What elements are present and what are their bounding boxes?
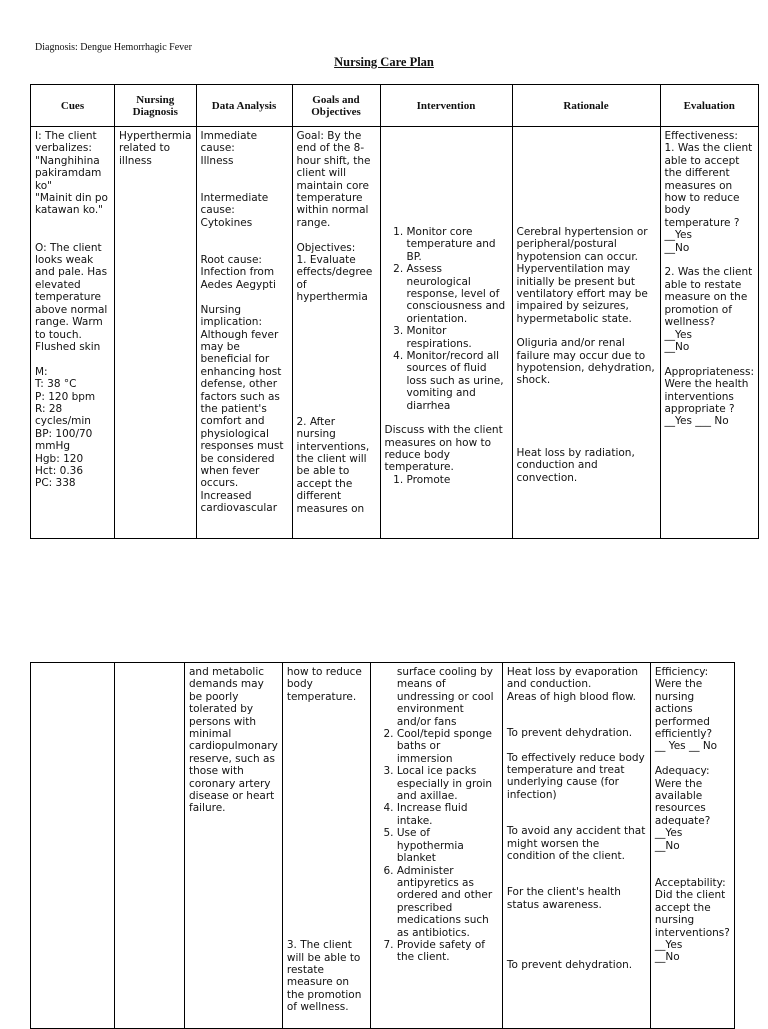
nursing-diagnosis-cell-empty	[115, 663, 185, 1029]
evaluation-cell: Efficiency: Were the nursing actions performed efficiently? __ Yes __ No Adequacy: Were the available resources adequate? __Yes __No Acceptability: Did the client accept the nursing interventions? __Yes __No	[654, 666, 730, 964]
header-rationale: Rationale	[512, 85, 660, 127]
nursing-diagnosis-cell: Hyperthermia related to illness	[119, 130, 195, 167]
header-row	[31, 85, 759, 127]
intervention-list	[375, 728, 498, 964]
goals-objective-3: 3. The client will be able to restate measure on the promotion of wellness.	[286, 939, 365, 1014]
list-item: 4. Monitor/record all sources of fluid loss such as urine, vomiting and diarrhea	[407, 350, 508, 412]
list-item: 2. Cool/tepid sponge baths or immersion	[397, 728, 498, 765]
data-analysis-cell: and metabolic demands may be poorly tolerated by persons with minimal cardiopulmonary reserve, such as those with coronary artery disease or heart failure.	[189, 666, 282, 815]
list-item: 7. Provide safety of the client.	[397, 939, 498, 964]
page-title: Nursing Care Plan	[334, 55, 434, 69]
rationale-text: Cerebral hypertension or peripheral/postural hypotension can occur. Hyperventilation may initially be present but ventilatory effort may be impaired by seizures, hypermetabolic state.	[516, 226, 652, 325]
header-nursing-diagnosis: Nursing Diagnosis	[115, 85, 197, 127]
table-row	[31, 663, 735, 1029]
rationale-text: To effectively reduce body temperature and treat underlying cause (for infection)	[506, 751, 649, 801]
evaluation-cell: Effectiveness: 1. Was the client able to accept the different measures on how to reduce body temperature ? __Yes __No 2. Was the client able to restate measure on the promotion of wellness? __Yes __No Appropriateness: Were the health interventions appropriate ? __Yes ___ No	[664, 130, 755, 428]
rationale-text: For the client's health status awareness.	[506, 886, 625, 911]
cues-cell-empty	[31, 663, 115, 1029]
intervention-note: Discuss with the client measures on how to reduce body temperature.	[384, 424, 507, 474]
goals-objective-2: 2. After nursing interventions, the client will be able to accept the different measures on	[296, 415, 373, 515]
diagnosis-label: Diagnosis: Dengue Hemorrhagic Fever	[35, 42, 192, 53]
rationale-text: Heat loss by radiation, conduction and convection.	[516, 446, 639, 484]
rationale-text: Heat loss by evaporation and conduction. Areas of high blood flow.	[506, 666, 639, 703]
list-item: 1. Monitor core temperature and BP.	[407, 226, 508, 263]
list-item: 4. Increase fluid intake.	[397, 802, 498, 827]
list-item: 5. Use of hypothermia blanket	[397, 827, 498, 864]
rationale-text: To prevent dehydration.	[506, 727, 633, 740]
rationale-text: Oliguria and/or renal failure may occur due to hypotension, dehydration, shock.	[516, 337, 659, 387]
data-analysis-cell: Immediate cause: Illness Intermediate cause: Cytokines Root cause: Infection from Aedes Aegypti Nursing implication: Although fever may be beneficial for enhancing host defense, other factors such as the patient's comfort and physiological responses must be considered when fever occurs. Increased cardiovascular	[200, 130, 284, 515]
intervention-continued: surface cooling by means of undressing or cool environment and/or fans	[396, 666, 497, 728]
rationale-text: To prevent dehydration.	[506, 959, 633, 972]
cues-cell: I: The client verbalizes: "Nanghihina pakiramdam ko" "Mainit din po katawan ko." O: The client looks weak and pale. Has elevated temperature above normal range. Warm to touch. Flushed skin M: T: 38 °C P: 120 bpm R: 28 cycles/min BP: 100/70 mmHg Hgb: 120 Hct: 0.36 PC: 338	[35, 130, 108, 490]
list-item: 3. Monitor respirations.	[407, 325, 508, 350]
header-data-analysis: Data Analysis	[196, 85, 292, 127]
intervention-list-next	[385, 474, 508, 486]
header-goals: Goals and Objectives	[292, 85, 380, 127]
care-plan-table-page2	[30, 662, 735, 1029]
table-row	[31, 127, 759, 539]
rationale-text: To avoid any accident that might worsen the condition of the client.	[506, 825, 649, 863]
header-evaluation: Evaluation	[660, 85, 759, 127]
list-item: 6. Administer antipyretics as ordered and other prescribed medications such as antibiotics.	[397, 865, 498, 939]
goals-cell: Goal: By the end of the 8-hour shift, the client will maintain core temperature within normal range. Objectives: 1. Evaluate effects/degree of hyperthermia	[296, 130, 373, 304]
intervention-list	[385, 226, 508, 412]
list-item: 3. Local ice packs especially in groin and axillae.	[397, 765, 498, 802]
care-plan-table-page1	[30, 84, 759, 539]
header-intervention: Intervention	[380, 85, 512, 127]
list-item: 1. Promote	[407, 474, 508, 486]
goals-cell: how to reduce body temperature.	[286, 666, 366, 703]
list-item: 2. Assess neurological response, level of consciousness and orientation.	[407, 263, 508, 325]
header-cues: Cues	[31, 85, 115, 127]
